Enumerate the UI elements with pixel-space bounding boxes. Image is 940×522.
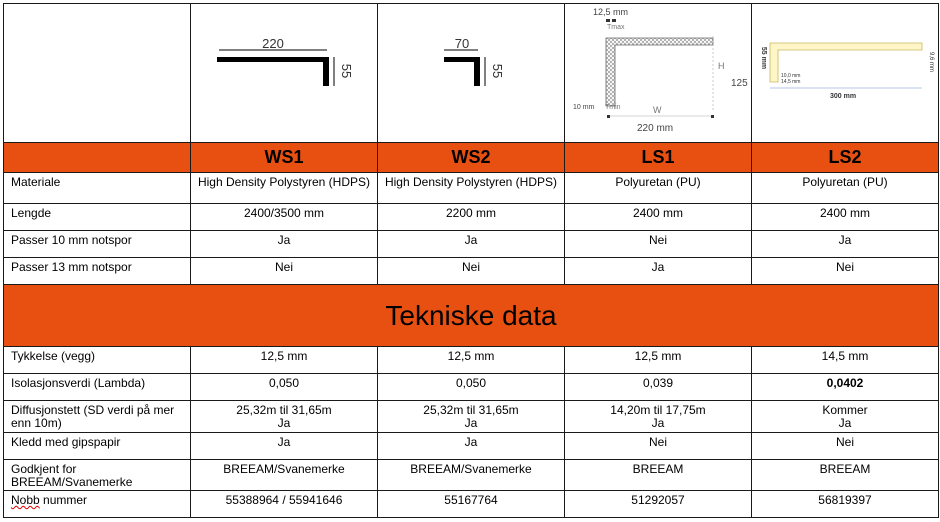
ls1-profile-shape bbox=[606, 38, 713, 106]
cell-value bbox=[378, 401, 565, 433]
spec-table-wrapper bbox=[3, 3, 938, 519]
ls1-ten-label: 10 mm bbox=[573, 104, 595, 111]
cell-line: 25,32m til 31,65m bbox=[423, 403, 519, 417]
cell-value: 0,050 bbox=[191, 374, 378, 401]
cell-value: 2400/3500 mm bbox=[191, 204, 378, 231]
cell-value: 2400 mm bbox=[565, 204, 752, 231]
header-empty-cell bbox=[4, 143, 191, 173]
ls2-profile-drawing bbox=[752, 4, 937, 139]
table-row bbox=[4, 231, 939, 258]
cell-value: Ja bbox=[378, 231, 565, 258]
row-label-rest: nummer bbox=[39, 493, 88, 507]
cell-line: Ja bbox=[464, 416, 478, 430]
table-row bbox=[4, 374, 939, 401]
cell-value: Nei bbox=[378, 258, 565, 285]
table-row bbox=[4, 258, 939, 285]
ls1-height-value: 125 bbox=[731, 78, 748, 89]
cell-value: Nei bbox=[191, 258, 378, 285]
cell-value bbox=[752, 401, 939, 433]
cell-value: 12,5 mm bbox=[191, 347, 378, 374]
ws1-width-label: 220 bbox=[262, 36, 284, 51]
cell-value: 2200 mm bbox=[378, 204, 565, 231]
cell-value: Nei bbox=[565, 231, 752, 258]
ls2-width-label: 300 mm bbox=[830, 93, 857, 100]
row-label: Passer 10 mm notspor bbox=[4, 231, 191, 258]
cell-value: 56819397 bbox=[752, 491, 939, 518]
cell-line: Kommer bbox=[822, 403, 868, 417]
row-label: Lengde bbox=[4, 204, 191, 231]
cell-value: 0,050 bbox=[378, 374, 565, 401]
cell-value: Ja bbox=[752, 231, 939, 258]
product-header-row bbox=[4, 143, 939, 173]
ls2-right-height: 9,6 mm bbox=[928, 51, 934, 73]
cell-value: Ja bbox=[565, 258, 752, 285]
row-label: Diffusjonstett (SD verdi på mer enn 10m) bbox=[4, 401, 191, 433]
spec-table bbox=[3, 3, 939, 518]
ls2-inner-a: 10,0 mm bbox=[781, 73, 801, 79]
ls1-profile-cell bbox=[565, 4, 752, 143]
cell-line: Ja bbox=[838, 416, 852, 430]
ls1-tmin-label: Tmin bbox=[605, 104, 621, 111]
ws2-height-label: 55 bbox=[490, 63, 505, 79]
cell-value: 0,039 bbox=[565, 374, 752, 401]
table-row bbox=[4, 491, 939, 518]
header-ws2: WS2 bbox=[378, 143, 565, 173]
cell-line: 25,32m til 31,65m bbox=[236, 403, 332, 417]
row-label-first: Nobb bbox=[11, 493, 40, 507]
cell-value: 12,5 mm bbox=[565, 347, 752, 374]
table-row bbox=[4, 401, 939, 433]
ws1-profile-shape bbox=[217, 57, 329, 86]
row-label bbox=[4, 491, 191, 518]
cell-value: 0,0402 bbox=[752, 374, 939, 401]
cell-value: Ja bbox=[191, 231, 378, 258]
section-title: Tekniske data bbox=[4, 285, 939, 347]
row-label: Materiale bbox=[4, 173, 191, 204]
cell-value: BREEAM bbox=[565, 460, 752, 491]
header-ls1: LS1 bbox=[565, 143, 752, 173]
cell-value: High Density Polystyren (HDPS) bbox=[191, 173, 378, 204]
ls1-w-label: W bbox=[653, 105, 662, 115]
ls1-h-label: H bbox=[718, 61, 725, 71]
table-row bbox=[4, 347, 939, 374]
ws1-profile-cell bbox=[191, 4, 378, 143]
ws2-profile-cell bbox=[378, 4, 565, 143]
cell-value: High Density Polystyren (HDPS) bbox=[378, 173, 565, 204]
cell-value: Nei bbox=[752, 433, 939, 460]
cell-value: Polyuretan (PU) bbox=[565, 173, 752, 204]
ls1-thickness-label: 12,5 mm bbox=[593, 7, 629, 17]
row-label: Kledd med gipspapir bbox=[4, 433, 191, 460]
cell-value bbox=[191, 401, 378, 433]
section-band-row bbox=[4, 285, 939, 347]
cell-value: Nei bbox=[565, 433, 752, 460]
cell-value: Ja bbox=[378, 433, 565, 460]
profile-image-row bbox=[4, 4, 939, 143]
cell-value: BREEAM bbox=[752, 460, 939, 491]
empty-corner-cell bbox=[4, 4, 191, 143]
header-ls2: LS2 bbox=[752, 143, 939, 173]
cell-value bbox=[565, 401, 752, 433]
cell-line: Ja bbox=[277, 416, 291, 430]
ls2-inner-b: 14,5 mm bbox=[781, 79, 801, 85]
cell-value: 2400 mm bbox=[752, 204, 939, 231]
cell-value: 55388964 / 55941646 bbox=[191, 491, 378, 518]
ls1-width-value: 220 mm bbox=[637, 123, 674, 134]
cell-value: 51292057 bbox=[565, 491, 752, 518]
row-label: Godkjent for BREEAM/Svanemerke bbox=[4, 460, 191, 491]
cell-line: 14,20m til 17,75m bbox=[610, 403, 706, 417]
table-row bbox=[4, 460, 939, 491]
ls2-profile-cell bbox=[752, 4, 939, 143]
cell-value: Ja bbox=[191, 433, 378, 460]
cell-line: Ja bbox=[651, 416, 665, 430]
cell-value: 55167764 bbox=[378, 491, 565, 518]
ws2-profile-drawing bbox=[378, 4, 563, 139]
table-row bbox=[4, 204, 939, 231]
row-label: Passer 13 mm notspor bbox=[4, 258, 191, 285]
header-ws1: WS1 bbox=[191, 143, 378, 173]
row-label: Tykkelse (vegg) bbox=[4, 347, 191, 374]
ls2-left-height: 55 mm bbox=[760, 46, 767, 70]
cell-value: 12,5 mm bbox=[378, 347, 565, 374]
ls1-tmax-label: Tmax bbox=[607, 24, 625, 31]
ws1-profile-drawing bbox=[191, 4, 376, 139]
table-row bbox=[4, 433, 939, 460]
cell-value: BREEAM/Svanemerke bbox=[191, 460, 378, 491]
cell-value: Nei bbox=[752, 258, 939, 285]
cell-value: BREEAM/Svanemerke bbox=[378, 460, 565, 491]
cell-value: 14,5 mm bbox=[752, 347, 939, 374]
ws1-height-label: 55 bbox=[339, 63, 354, 79]
row-label: Isolasjonsverdi (Lambda) bbox=[4, 374, 191, 401]
cell-value: Polyuretan (PU) bbox=[752, 173, 939, 204]
table-row bbox=[4, 173, 939, 204]
ls1-profile-drawing bbox=[565, 4, 750, 139]
ws2-width-label: 70 bbox=[454, 36, 470, 51]
ws2-profile-shape bbox=[444, 57, 480, 86]
